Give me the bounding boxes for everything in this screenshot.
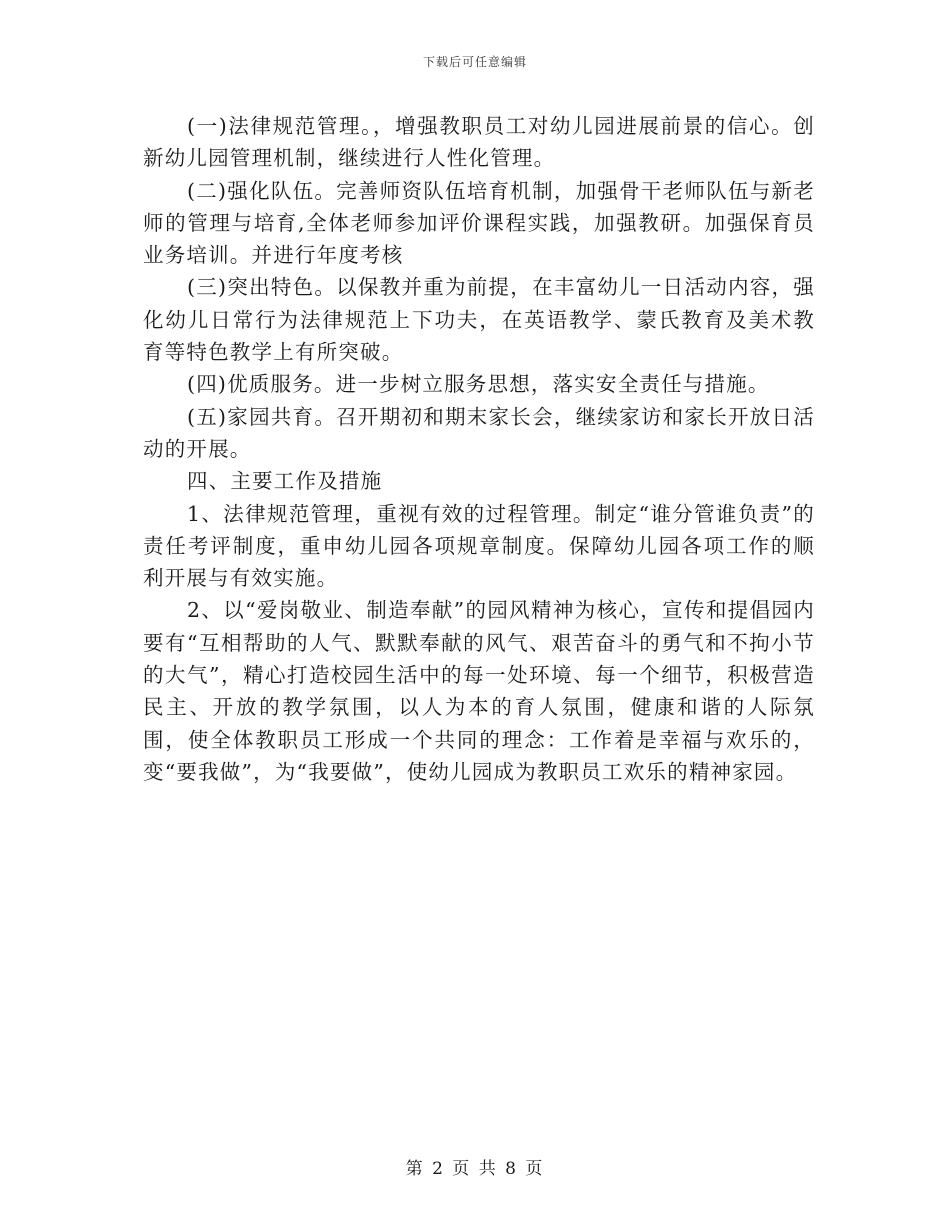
page-header-note: 下载后可任意编辑 xyxy=(422,55,527,69)
footer-suffix: 页 xyxy=(525,1159,545,1179)
total-page-number: 8 xyxy=(505,1159,518,1179)
current-page-number: 2 xyxy=(432,1159,445,1179)
paragraph-item-2: (二)强化队伍。完善师资队伍培育机制，加强骨干老师队伍与新老师的管理与培育,全体老师参加评价课程实践，加强教研。加强保育员业务培训。并进行年度考核 xyxy=(143,178,815,268)
paragraph-item-5: (五)家园共育。召开期初和期末家长会，继续家访和家长开放日活动的开展。 xyxy=(143,404,815,461)
paragraph-item-7: 2、以“爱岗敬业、制造奉献”的园风精神为核心，宣传和提倡园内要有“互相帮助的人气、默默奉献的风气、艰苦奋斗的勇气和不拘小节的大气”，精心打造校园生活中的每一处环境、每一个细节，积极营造民主、开放的教学氛围，以人为本的育人氛围，健康和谐的人际氛围，使全体教职员工形成一个共同的理念：工作着是幸福与欢乐的，变“要我做”，为“我要做”，使幼儿园成为教职员工欢乐的精神家园。 xyxy=(143,598,815,784)
page-number-footer xyxy=(0,1154,950,1179)
paragraph-item-4: (四)优质服务。进一步树立服务思想，落实安全责任与措施。 xyxy=(187,372,770,397)
section-heading: 四、主要工作及措施 xyxy=(187,469,383,494)
paragraph-item-1: (一)法律规范管理。，增强教职员工对幼儿园进展前景的信心。创新幼儿园管理机制，继续进行人性化管理。 xyxy=(143,114,815,171)
footer-prefix: 第 xyxy=(405,1159,425,1179)
paragraph-item-6: 1、法律规范管理，重视有效的过程管理。制定“谁分管谁负责”的责任考评制度，重申幼儿园各项规章制度。保障幼儿园各项工作的顺利开展与有效实施。 xyxy=(143,501,815,591)
paragraph-item-3: (三)突出特色。以保教并重为前提，在丰富幼儿一日活动内容，强化幼儿日常行为法律规范上下功夫，在英语教学、蒙氏教育及美术教育等特色教学上有所突破。 xyxy=(143,275,815,365)
document-body xyxy=(143,110,815,788)
footer-middle: 页 共 xyxy=(452,1159,498,1179)
